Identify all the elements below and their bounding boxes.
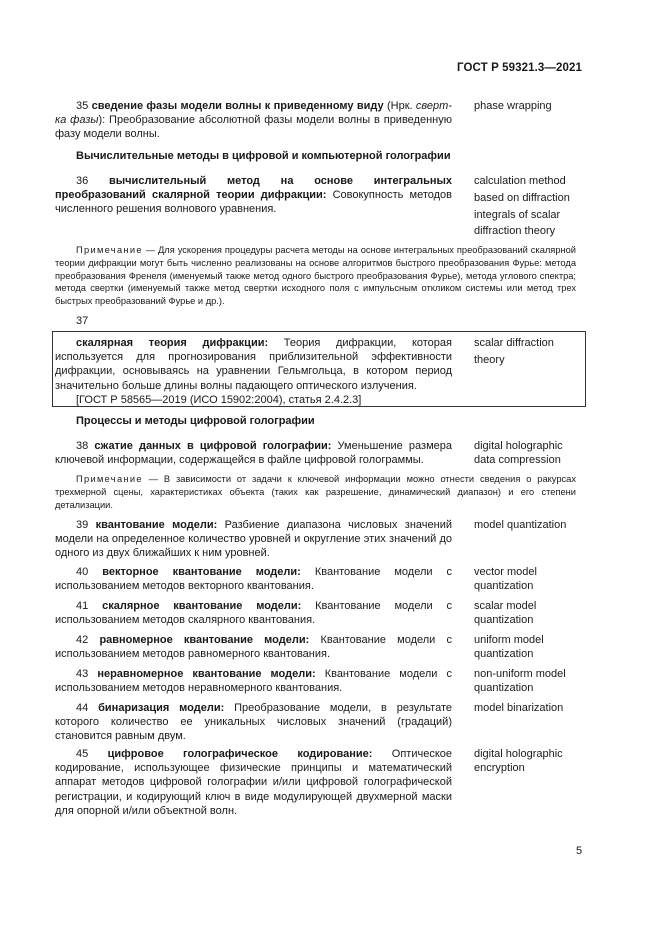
entry-number: 35 — [76, 100, 89, 112]
entry-39-english: model quantization — [474, 519, 567, 531]
entry-36-english: calculation method based on diffraction integrals of scalar diffraction theory — [474, 175, 570, 238]
section-heading-computational: Вычислительные методы в цифровой и компьютерной голографии — [76, 150, 451, 162]
entry-35-english: phase wrapping — [474, 100, 552, 112]
note-label: Примечание — [76, 245, 143, 255]
entry-40-english: vector model quantization — [474, 566, 537, 593]
entry-45: 45 цифровое голографическое кодирование: Оптическое кодирование, использующее физические принципы и математический аппарат методов цифровой голографии и/или цифровой голографической регистрации, и кодирующий ключ в виде модулирующей двухмерной маски для опорной и/или объектной волн. — [55, 748, 452, 817]
entry-41-english: scalar model quantization — [474, 600, 537, 627]
standard-header: ГОСТ Р 59321.3—2021 — [457, 62, 582, 74]
entry-39: 39 квантование модели: Разбиение диапазона числовых значений модели на определенное количество уровней и округление этих значений до одного из двух ближайших к ним уровней. — [55, 519, 452, 560]
entry-43-english: non-uniform model quantization — [474, 668, 566, 695]
page-number: 5 — [576, 845, 583, 857]
entry-38-english: digital holographic data compression — [474, 440, 563, 467]
entry-definition: Совокупность методов численного решения волнового уравнения. — [55, 189, 452, 216]
entry-definition: Преобразование абсолютной фазы модели волны в приведенную фазу модели волны. — [55, 114, 452, 141]
entry-44-english: model binarization — [474, 702, 564, 714]
entry-definition: Теория дифракции, которая используется для прогнозирования приблизительной эффективности дифракции, основываясь на уравнении Гельмгольца, в котором период значительно больше длины волны падающего оптического излучения. — [55, 337, 452, 392]
entry-term: скалярная теория дифракции: — [76, 337, 269, 349]
section-heading-processes: Процессы и методы цифровой голографии — [76, 415, 315, 427]
entry-44: 44 бинаризация модели: Преобразование модели, в результате которого количество ее уникальных числовых значений (градаций) становится равным двум. — [55, 702, 452, 743]
entry-43: 43 неравномерное квантование модели: Квантование модели с использованием методов неравномерного квантования. — [55, 668, 452, 695]
entry-42: 42 равномерное квантование модели: Квантование модели с использованием методов равномерного квантования. — [55, 634, 453, 661]
entry-35: 35 сведение фазы модели волны к приведенному виду (Нрк. сверт-ка фазы): Преобразование абсолютной фазы модели волны в приведенную фазу модели волны. — [55, 100, 452, 141]
entry-45-english: digital holographic encryption — [474, 748, 563, 775]
entry-37-number: 37 — [76, 315, 89, 327]
entry-36 — [55, 174, 452, 217]
note-36 — [55, 244, 576, 308]
note-text: — Для ускорения процедуры расчета методы на основе интегральных преобразований скалярной теории дифракции могут быть численно реализованы на основе алгоритмов быстрого преобразования Фурье: метода преобразования Френеля (именуемый также метод одного быстрого преобразования Фурье), метода углового спектра; метода свертки (именуемый также метод свертки исходного поля с импульсным откликом системы или метод трех быстрых преобразований Фурье и др.). — [55, 245, 576, 307]
entry-40: 40 векторное квантование модели: Квантование модели с использованием методов векторного квантования. — [55, 566, 453, 593]
note-38: Примечание — В зависимости от задачи к ключевой информации можно отнести сведения о ракурсах трехмерной сцены, характеристиках объекта (таких как разрешение, динамический диапазон) и его степени детализации. — [55, 474, 576, 510]
entry-38: 38 сжатие данных в цифровой голографии: Уменьшение размера ключевой информации, содержащейся в файле цифровой голограммы. — [55, 440, 452, 467]
entry-37 — [55, 336, 452, 407]
entry-37-english: scalar diffraction theory — [474, 337, 554, 366]
entry-42-english: uniform model quantization — [474, 634, 544, 661]
entry-reference: [ГОСТ Р 58565—2019 (ИСО 15902:2004), статья 2.4.2.3] — [76, 393, 362, 406]
entry-term: сведение фазы модели волны к приведенному виду — [91, 100, 384, 112]
entry-term: вычислительный метод на основе интегральных преобразований скалярной теории дифракции: — [55, 175, 452, 202]
entry-number: 36 — [76, 175, 89, 187]
entry-41: 41 скалярное квантование модели: Квантование модели с использованием методов скалярного квантования. — [55, 600, 452, 627]
